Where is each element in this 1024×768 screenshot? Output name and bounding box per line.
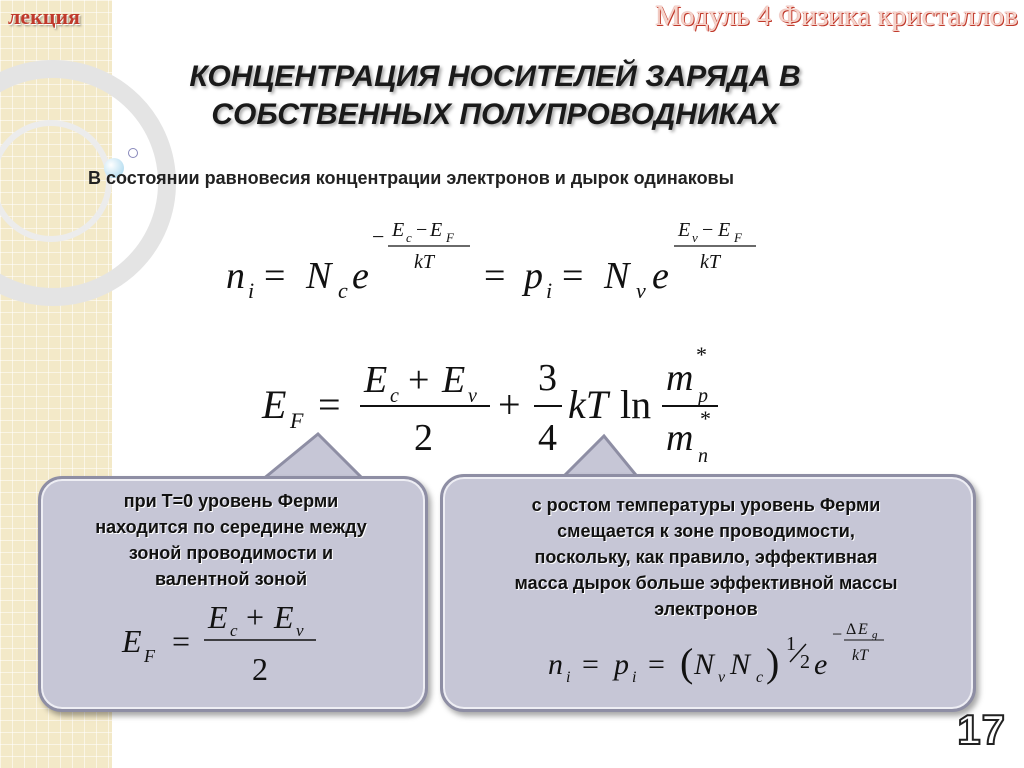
svg-text:c: c xyxy=(338,278,348,303)
svg-text:E: E xyxy=(262,382,287,427)
svg-text:E: E xyxy=(364,359,388,401)
svg-text:p: p xyxy=(614,648,629,681)
callout-right-line: поскольку, как правило, эффективная xyxy=(534,547,878,567)
svg-text:kT: kT xyxy=(700,251,720,273)
svg-text:=: = xyxy=(264,255,286,297)
svg-text:F: F xyxy=(144,646,155,666)
svg-text:p: p xyxy=(524,255,543,297)
svg-text:n: n xyxy=(698,445,708,467)
callout-right-line: с ростом температуры уровень Ферми xyxy=(531,495,881,515)
svg-text:2: 2 xyxy=(414,417,433,459)
svg-text:E: E xyxy=(208,599,228,635)
svg-text:v: v xyxy=(692,230,698,245)
svg-text:E: E xyxy=(392,219,405,241)
svg-text:=: = xyxy=(648,648,665,681)
svg-text:4: 4 xyxy=(538,417,557,459)
svg-text:−: − xyxy=(372,224,385,249)
svg-text:E: E xyxy=(718,219,731,241)
svg-text:i: i xyxy=(566,669,571,686)
svg-text:F: F xyxy=(290,408,304,433)
svg-text:E: E xyxy=(858,621,868,638)
svg-text:ln: ln xyxy=(620,382,652,427)
svg-text:kT: kT xyxy=(568,382,608,427)
svg-text:v: v xyxy=(718,669,726,686)
svg-text:F: F xyxy=(734,230,742,245)
svg-text:i: i xyxy=(248,278,255,303)
svg-text:1: 1 xyxy=(786,633,796,655)
svg-text:kT: kT xyxy=(414,251,434,273)
svg-text:−: − xyxy=(832,624,843,644)
svg-text:m: m xyxy=(666,417,694,459)
equilibrium-statement: В состоянии равновесия концентрации электронов и дырок одинаковы xyxy=(88,168,734,188)
callout-right-line: электронов xyxy=(654,599,758,619)
svg-text:v: v xyxy=(296,621,304,640)
svg-text:Δ: Δ xyxy=(846,621,857,638)
svg-text:e: e xyxy=(814,648,828,681)
svg-text:): ) xyxy=(766,640,780,685)
svg-text:2: 2 xyxy=(252,651,268,687)
callout-right-line: масса дырок больше эффективной массы xyxy=(514,573,898,593)
svg-text:=: = xyxy=(172,623,191,659)
svg-text:−: − xyxy=(416,219,428,241)
slide-title-line1: КОНЦЕНТРАЦИЯ НОСИТЕЛЕЙ ЗАРЯДА В xyxy=(189,60,801,93)
svg-text:N: N xyxy=(604,255,630,297)
svg-text:e: e xyxy=(352,255,369,297)
svg-text:c: c xyxy=(390,385,399,407)
svg-text:E: E xyxy=(430,219,443,241)
svg-text:(: ( xyxy=(680,640,694,685)
svg-text:N: N xyxy=(306,255,332,297)
svg-text:=: = xyxy=(582,648,599,681)
svg-text:2: 2 xyxy=(800,651,810,673)
svg-text:=: = xyxy=(484,255,506,297)
svg-text:*: * xyxy=(700,406,711,431)
callout-left-line: находится по середине между xyxy=(95,517,367,537)
svg-text:=: = xyxy=(318,382,341,427)
callout-left-line: при Т=0 уровень Ферми xyxy=(123,491,339,511)
svg-text:N: N xyxy=(730,648,751,681)
callout-left-line: зоной проводимости и xyxy=(128,543,334,563)
slide-title-line2: СОБСТВЕННЫХ ПОЛУПРОВОДНИКАХ xyxy=(211,98,779,131)
page-number: 17 xyxy=(957,706,1006,753)
svg-text:c: c xyxy=(230,621,238,640)
callout-left-line: валентной зоной xyxy=(154,569,308,589)
lecture-label: лекция xyxy=(8,4,81,29)
svg-text:g: g xyxy=(872,629,878,641)
svg-text:F: F xyxy=(446,230,454,245)
svg-text:=: = xyxy=(562,255,584,297)
svg-text:E: E xyxy=(274,599,294,635)
svg-text:i: i xyxy=(546,278,553,303)
callout-right-line: смещается к зоне проводимости, xyxy=(557,521,855,541)
svg-text:m: m xyxy=(666,357,694,399)
svg-text:E: E xyxy=(122,623,142,659)
svg-text:i: i xyxy=(632,669,637,686)
svg-text:E: E xyxy=(442,359,466,401)
svg-text:3: 3 xyxy=(538,357,557,399)
svg-text:n: n xyxy=(548,648,563,681)
svg-text:+: + xyxy=(246,599,265,635)
module-title: Модуль 4 Физика кристаллов xyxy=(655,0,1018,32)
svg-text:p: p xyxy=(698,385,708,407)
svg-text:N: N xyxy=(694,648,715,681)
svg-text:+: + xyxy=(408,359,430,401)
svg-text:v: v xyxy=(468,385,477,407)
svg-text:*: * xyxy=(696,342,707,367)
svg-text:−: − xyxy=(702,219,714,241)
svg-text:e: e xyxy=(652,255,669,297)
svg-text:kT: kT xyxy=(852,647,868,664)
svg-text:+: + xyxy=(498,382,521,427)
svg-text:E: E xyxy=(678,219,691,241)
svg-text:c: c xyxy=(406,230,412,245)
svg-text:v: v xyxy=(636,278,646,303)
svg-text:c: c xyxy=(756,669,764,686)
svg-text:n: n xyxy=(226,255,245,297)
